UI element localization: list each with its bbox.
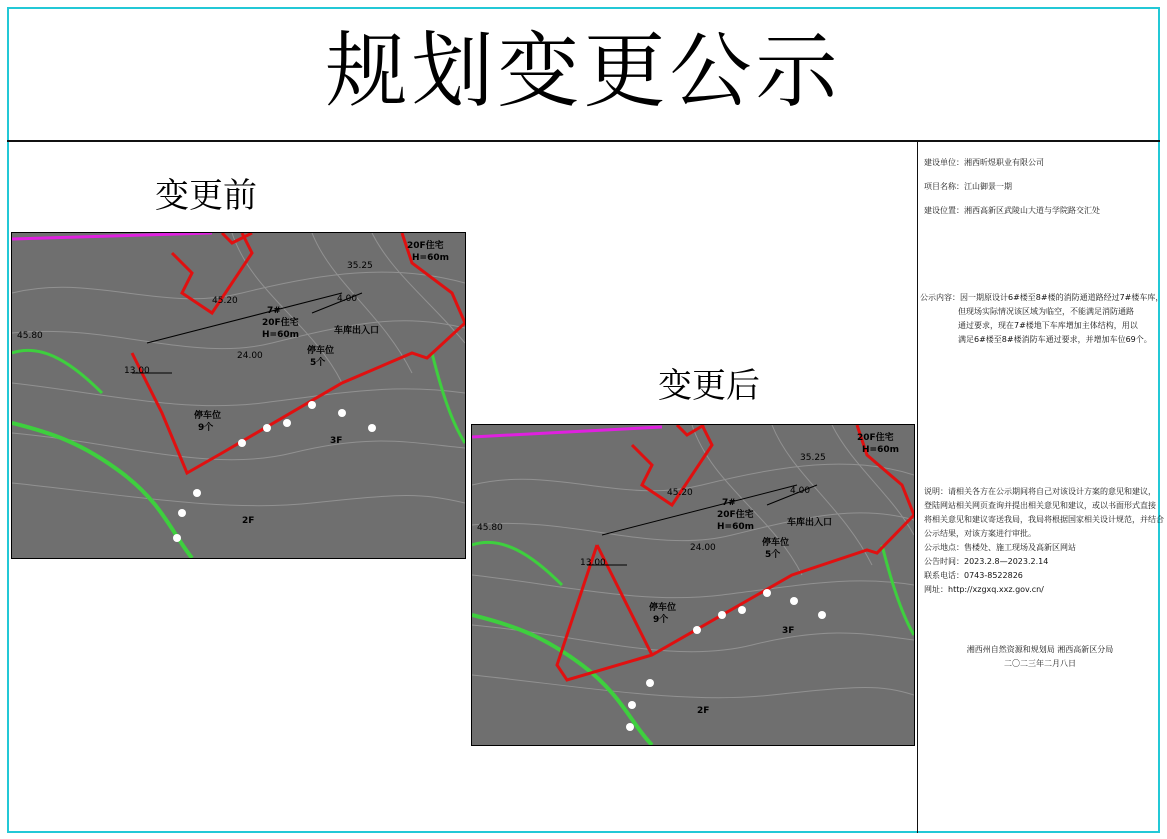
after-dim-label-3: 4.00 bbox=[790, 486, 811, 496]
floor-label-2f: 2F bbox=[242, 516, 255, 526]
notice-content bbox=[920, 291, 1163, 347]
place-text: 公示地点：售楼处、施工现场及高新区网站 bbox=[924, 543, 1076, 552]
title-divider bbox=[7, 140, 1160, 142]
after-dim-label-5: 13.00 bbox=[580, 558, 606, 568]
phone-text: 联系电话：0743-8522826 bbox=[924, 571, 1023, 580]
page-title: 规划变更公示 bbox=[325, 24, 842, 119]
content-line: 满足6#楼至8#楼消防车通过要求，并增加车位69个。 bbox=[958, 335, 1152, 344]
floor-label-3f: 3F bbox=[330, 436, 343, 446]
column-divider bbox=[917, 142, 918, 833]
after-parking-1-label: 停车位 bbox=[762, 538, 790, 548]
after-bldg8-height: H=60m bbox=[862, 445, 899, 455]
issue-date: 二〇二三年二月八日 bbox=[1004, 659, 1076, 668]
notes-line: 公示结果，对该方案进行审批。 bbox=[924, 529, 1036, 538]
parking-2-count: 9个 bbox=[198, 423, 214, 433]
content-line: 通过要求，现在7#楼地下车库增加主体结构，用以 bbox=[958, 321, 1138, 330]
after-dim-label-1: 45.20 bbox=[667, 488, 693, 498]
after-dim-label-2: 35.25 bbox=[800, 453, 826, 463]
after-entrance-label: 车库出入口 bbox=[787, 518, 833, 528]
issuing-org: 湘西州自然资源和规划局 湘西高新区分局 bbox=[966, 645, 1114, 654]
after-site-plan bbox=[471, 424, 915, 746]
notice-notes bbox=[920, 485, 1164, 597]
after-parking-2-label: 停车位 bbox=[649, 603, 677, 613]
dim-label-3: 4.00 bbox=[337, 294, 358, 304]
after-bldg8-floors: 20F住宅 bbox=[857, 433, 894, 443]
bldg7-height: H=60m bbox=[262, 330, 299, 340]
content-line: 但现场实际情况该区域为临空，不能满足消防通路 bbox=[958, 307, 1134, 316]
parking-1-label: 停车位 bbox=[307, 346, 335, 356]
bldg8-height: H=60m bbox=[412, 253, 449, 263]
bldg7-floors: 20F住宅 bbox=[262, 318, 299, 328]
notes-line: 将相关意见和建议寄送我局，我局将根据国家相关设计规范，并结合 bbox=[924, 515, 1164, 524]
notes-line: 登陆网站相关网页查询并提出相关意见和建议，或以书面形式直接 bbox=[924, 501, 1156, 510]
parking-2-label: 停车位 bbox=[194, 411, 222, 421]
after-bldg7-floors: 20F住宅 bbox=[717, 510, 754, 520]
location-text: 建设位置：湘西高新区武陵山大道与学院路交汇处 bbox=[924, 206, 1100, 215]
signature-block bbox=[920, 643, 1160, 671]
website-link[interactable]: 网址：http://xzgxq.xxz.gov.cn/ bbox=[924, 585, 1044, 594]
parking-1-count: 5个 bbox=[310, 358, 326, 368]
after-bldg7-label: 7# bbox=[722, 498, 736, 508]
content-line: 公示内容：因一期原设计6#楼至8#楼的消防通道路经过7#楼车库， bbox=[920, 293, 1164, 302]
dim-label-2: 35.25 bbox=[347, 261, 373, 271]
dim-label-4: 24.00 bbox=[237, 351, 263, 361]
before-site-plan bbox=[11, 232, 466, 559]
after-floor-label-3f: 3F bbox=[782, 626, 795, 636]
after-parking-1-count: 5个 bbox=[765, 550, 781, 560]
after-floor-label-2f: 2F bbox=[697, 706, 710, 716]
notes-line: 说明：请相关各方在公示期间将自己对该设计方案的意见和建议， bbox=[924, 487, 1156, 496]
dim-label-6: 45.80 bbox=[17, 331, 43, 341]
after-bldg7-height: H=60m bbox=[717, 522, 754, 532]
time-text: 公告时间：2023.2.8—2023.2.14 bbox=[924, 557, 1049, 566]
after-label: 变更后 bbox=[658, 366, 760, 406]
after-dim-label-4: 24.00 bbox=[690, 543, 716, 553]
after-parking-2-count: 9个 bbox=[653, 615, 669, 625]
info-panel bbox=[920, 156, 1100, 218]
bldg7-label: 7# bbox=[267, 306, 281, 316]
before-label: 变更前 bbox=[155, 176, 257, 216]
builder-text: 建设单位：湘西昕煜职业有限公司 bbox=[924, 158, 1044, 167]
project-text: 项目名称：江山御景一期 bbox=[924, 182, 1012, 191]
dim-label-1: 45.20 bbox=[212, 296, 238, 306]
dim-label-5: 13.00 bbox=[124, 366, 150, 376]
bldg8-floors: 20F住宅 bbox=[407, 241, 444, 251]
after-dim-label-6: 45.80 bbox=[477, 523, 503, 533]
entrance-label: 车库出入口 bbox=[334, 326, 380, 336]
